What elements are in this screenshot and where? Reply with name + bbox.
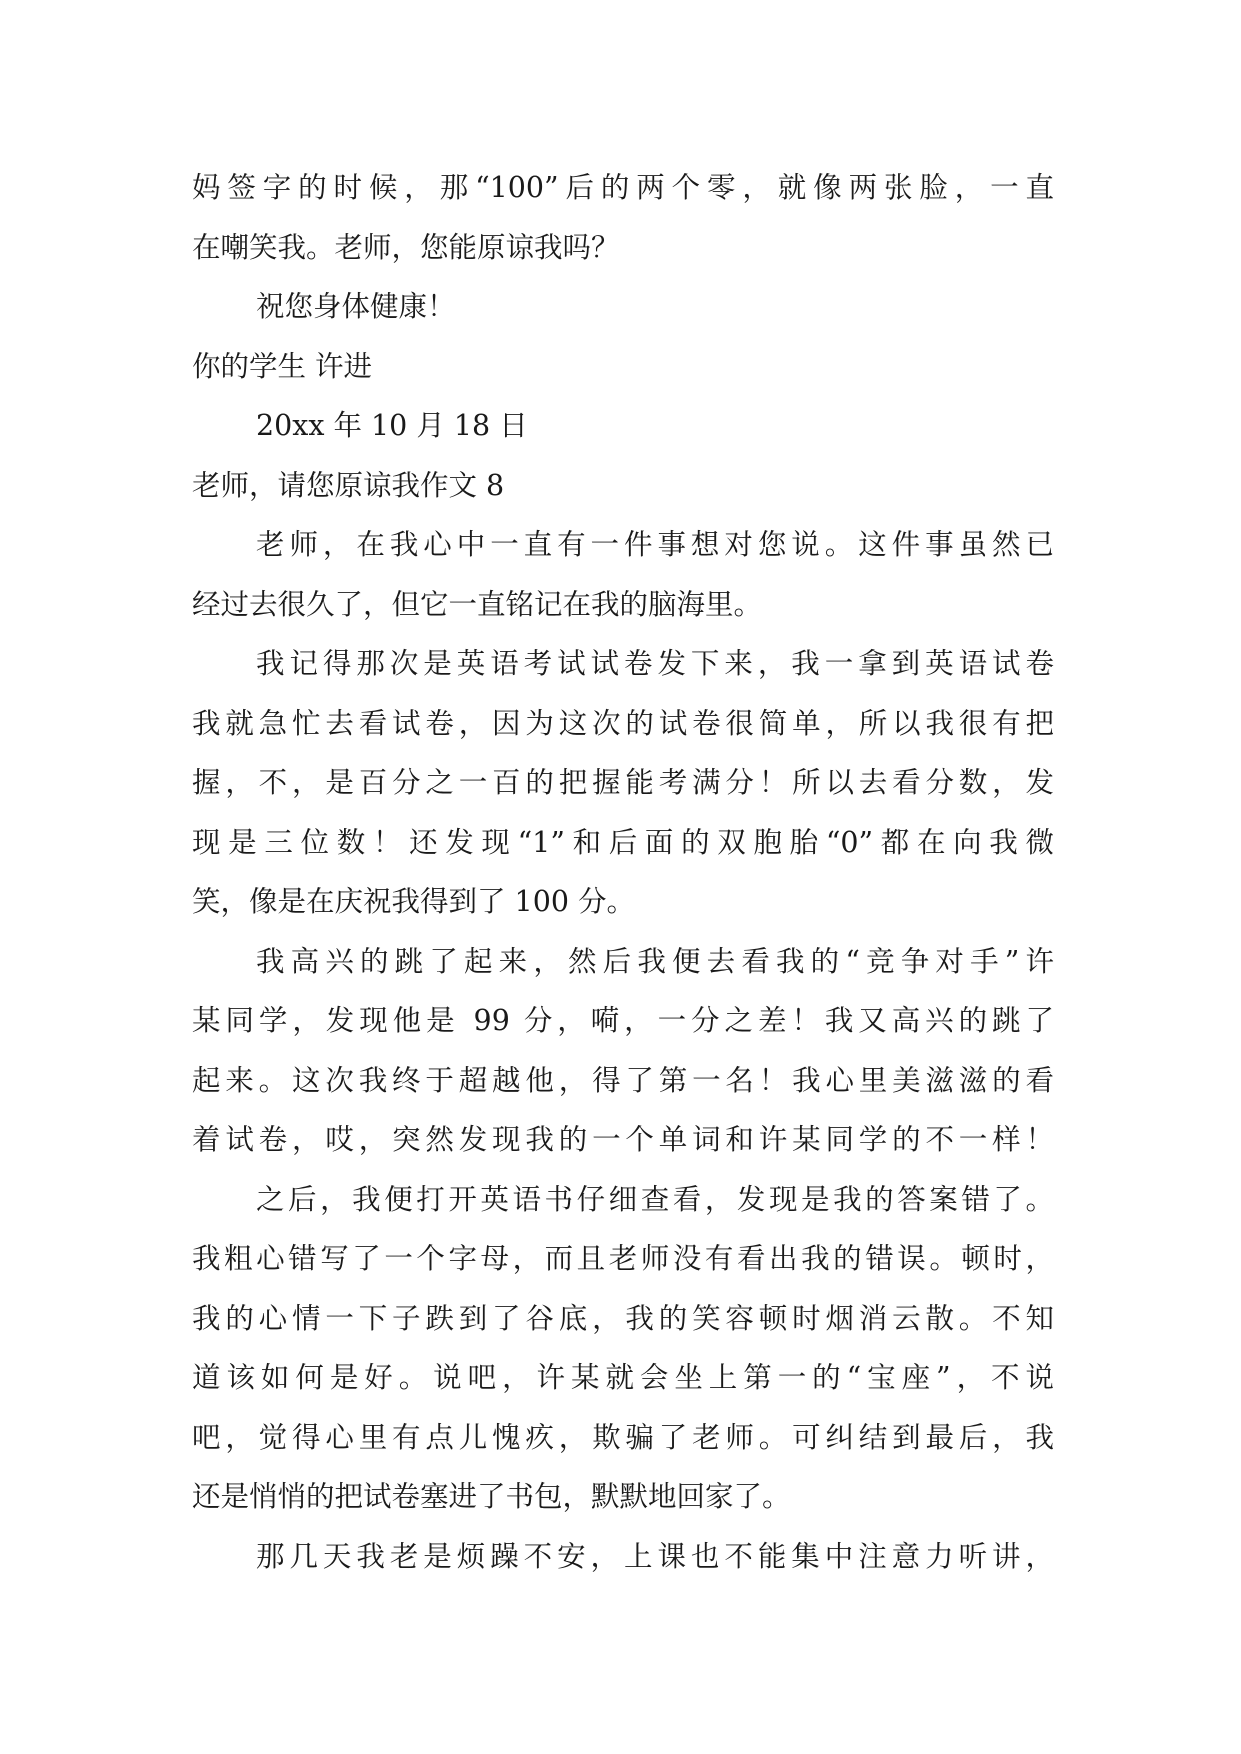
paragraph-line: 笑，像是在庆祝我得到了 100 分。 bbox=[192, 885, 636, 918]
paragraph-line: 还是悄悄的把试卷塞进了书包，默默地回家了。 bbox=[192, 1480, 791, 1513]
paragraph-line: 某同学，发现他是 99 分，嗬，一分之差！我又高兴的跳了 bbox=[192, 1004, 1054, 1037]
paragraph-line: 之后，我便打开英语书仔细查看，发现是我的答案错了。 bbox=[256, 1182, 1054, 1216]
paragraph-line: 吧，觉得心里有点儿愧疚，欺骗了老师。可纠结到最后，我 bbox=[192, 1420, 1054, 1454]
paragraph-line: 握，不，是百分之一百的把握能考满分！所以去看分数，发 bbox=[192, 766, 1054, 799]
paragraph-line: 现是三位数！还发现“1”和后面的双胞胎“0”都在向我微 bbox=[192, 825, 1054, 859]
letter-date: 20xx 年 10 月 18 日 bbox=[256, 409, 528, 442]
paragraph-line: 那几天我老是烦躁不安，上课也不能集中注意力听讲， bbox=[256, 1539, 1054, 1573]
paragraph-line: 经过去很久了，但它一直铭记在我的脑海里。 bbox=[192, 587, 763, 621]
paragraph-line: 老师，在我心中一直有一件事想对您说。这件事虽然已 bbox=[256, 528, 1054, 561]
paragraph-line: 我记得那次是英语考试试卷发下来，我一拿到英语试卷 bbox=[256, 647, 1054, 680]
paragraph-line: 我的心情一下子跌到了谷底，我的笑容顿时烟消云散。不知 bbox=[192, 1301, 1054, 1335]
letter-body bbox=[192, 158, 1054, 1586]
text-line: 在嘲笑我。老师，您能原谅我吗？ bbox=[192, 230, 620, 264]
paragraph-line: 道该如何是好。说吧，许某就会坐上第一的“宝座”，不说 bbox=[192, 1361, 1054, 1394]
paragraph-line: 我粗心错写了一个字母，而且老师没有看出我的错误。顿时， bbox=[192, 1242, 1054, 1275]
text-line: 妈签字的时候，那“100”后的两个零，就像两张脸，一直 bbox=[192, 171, 1054, 204]
paragraph-line: 我高兴的跳了起来，然后我便去看我的“竞争对手”许 bbox=[256, 944, 1054, 978]
closing-wish: 祝您身体健康！ bbox=[256, 290, 456, 323]
essay-title: 老师，请您原谅我作文 8 bbox=[192, 468, 505, 502]
signature: 你的学生 许进 bbox=[192, 349, 373, 383]
paragraph-line: 起来。这次我终于超越他，得了第一名！我心里美滋滋的看 bbox=[192, 1063, 1054, 1097]
paragraph-line: 我就急忙去看试卷，因为这次的试卷很简单，所以我很有把 bbox=[192, 706, 1054, 740]
paragraph-line: 着试卷，哎，突然发现我的一个单词和许某同学的不一样！ bbox=[192, 1123, 1054, 1156]
